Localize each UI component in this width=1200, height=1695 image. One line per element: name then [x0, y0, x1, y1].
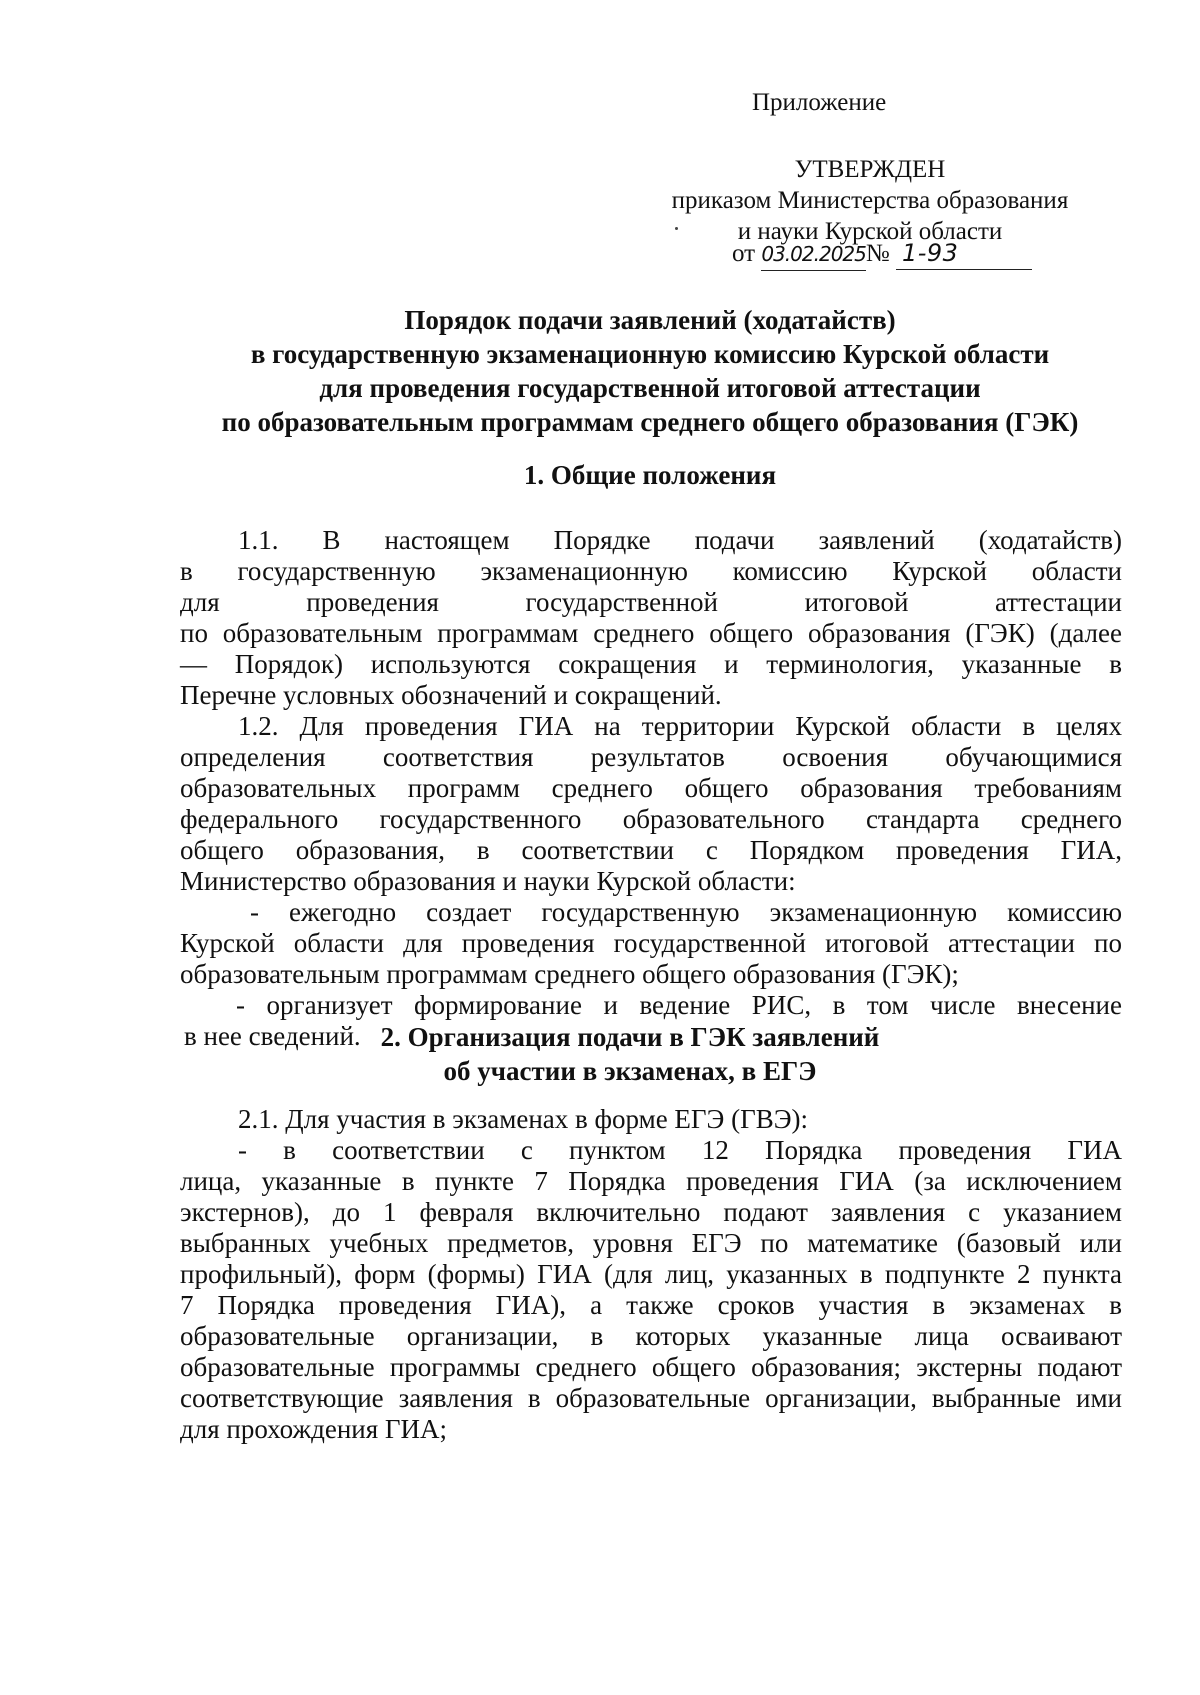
text-line: в государственную экзаменационную комиссию Курской области	[180, 556, 1122, 586]
approved-label: УТВЕРЖДЕН	[794, 156, 946, 183]
text-line: определения соответствия результатов освоения обучающимися	[180, 742, 1122, 772]
text-line: Курской области для проведения государственной итоговой аттестации по	[180, 928, 1122, 958]
text-line: 1.2. Для проведения ГИА на территории Курской области в целях	[238, 711, 1122, 741]
text-line: профильный), форм (формы) ГИА (для лиц, указанных в подпункте 2 пункта	[180, 1259, 1122, 1289]
paragraph-2-1-intro: 2.1. Для участия в экзаменах в форме ЕГЭ (ГВЭ):	[238, 1104, 809, 1134]
paragraph-1-2	[180, 711, 1122, 897]
text-line: 7 Порядка проведения ГИА), а также сроков участия в экзаменах в	[180, 1290, 1122, 1320]
text-line: для проведения государственной итоговой аттестации	[180, 587, 1122, 617]
text-line: образовательные программы среднего общего образования; экстерны подают	[180, 1352, 1122, 1382]
bullet-2-1-applications	[180, 1135, 1122, 1445]
title-line-1: Порядок подачи заявлений (ходатайств)	[404, 305, 896, 335]
paragraph-1-1	[180, 525, 1122, 711]
approval-line-1: приказом Министерства образования	[671, 187, 1069, 214]
text-line: в нее сведений.	[184, 1021, 361, 1051]
stray-dot	[675, 227, 678, 230]
text-line: федерального государственного образовательного стандарта среднего	[180, 804, 1122, 834]
title-line-3: для проведения государственной итоговой аттестации	[319, 373, 981, 403]
text-line: образовательным программам среднего общего образования (ГЭК);	[180, 959, 959, 989]
text-line: Министерство образования и науки Курской области:	[180, 866, 796, 896]
text-line: 1.1. В настоящем Порядке подачи заявлений (ходатайств)	[238, 525, 1122, 555]
section-2-body	[180, 1104, 1122, 1445]
text-line: по образовательным программам среднего общего образования (ГЭК) (далее	[180, 618, 1122, 648]
section-1-heading: 1. Общие положения	[523, 460, 777, 490]
order-date-number-line	[732, 238, 1032, 271]
text-line: образовательных программ среднего общего образования требованиям	[180, 773, 1122, 803]
approval-block	[640, 154, 1100, 247]
text-line: - ежегодно создает государственную экзаменационную комиссию	[250, 897, 1122, 927]
section-2-heading-line-1: 2. Организация подачи в ГЭК заявлений	[380, 1022, 880, 1052]
text-line: соответствующие заявления в образовательные организации, выбранные ими	[180, 1383, 1122, 1413]
handwritten-number: 1-93	[896, 238, 1032, 270]
section-2-heading	[370, 1020, 890, 1088]
handwritten-date: 03.02.2025	[761, 239, 866, 271]
text-line: общего образования, в соответствии с Порядком проведения ГИА,	[180, 835, 1122, 865]
text-line: - в соответствии с пунктом 12 Порядка проведения ГИА	[238, 1135, 1122, 1165]
section-1-body	[180, 525, 1122, 1052]
text-line: Перечне условных обозначений и сокращений.	[180, 680, 722, 710]
document-title	[170, 303, 1130, 439]
text-line: для прохождения ГИА;	[180, 1414, 448, 1444]
text-line: — Порядок) используются сокращения и терминология, указанные в	[180, 649, 1122, 679]
number-sign: №	[865, 240, 890, 267]
bullet-1-create-commission	[180, 897, 1122, 990]
text-line: образовательные организации, в которых указанные лица осваивают	[180, 1321, 1122, 1351]
annex-label: Приложение	[752, 89, 887, 116]
title-line-4: по образовательным программам среднего общего образования (ГЭК)	[221, 407, 1079, 437]
text-line: лица, указанные в пункте 7 Порядка проведения ГИА (за исключением	[180, 1166, 1122, 1196]
text-line: экстернов), до 1 февраля включительно подают заявления с указанием	[180, 1197, 1122, 1227]
text-line: - организует формирование и ведение РИС, в том числе внесение	[236, 990, 1122, 1020]
text-line: выбранных учебных предметов, уровня ЕГЭ по математике (базовый или	[180, 1228, 1122, 1258]
date-prefix: от	[732, 240, 756, 267]
section-2-heading-line-2: об участии в экзаменах, в ЕГЭ	[443, 1056, 817, 1086]
approval-line-2: и науки Курской области	[737, 218, 1003, 245]
title-line-2: в государственную экзаменационную комиссию Курской области	[250, 339, 1050, 369]
